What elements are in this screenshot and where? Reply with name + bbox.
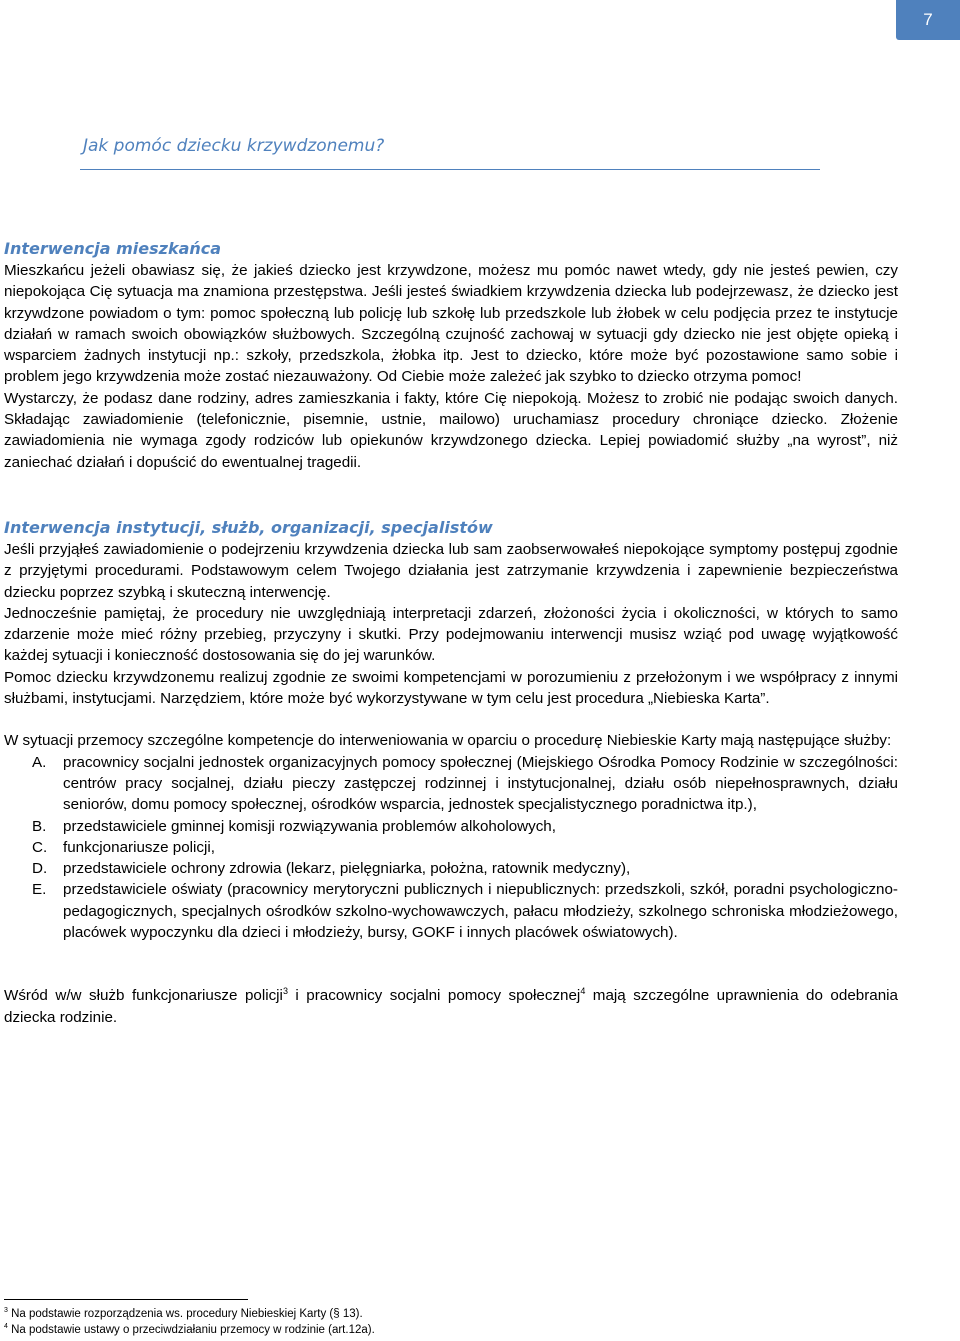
- footnote-ref-4[interactable]: 4: [580, 986, 586, 997]
- paragraph: Pomoc dziecku krzywdzonemu realizuj zgodnie ze swoimi kompetencjami w porozumieniu z przełożonym i we współpracy z innymi służbami, instytucjami. Narzędziem, które może być wykorzystywane w tym celu jest procedura „Niebieska Karta”.: [4, 668, 898, 708]
- footnote: [4, 1306, 375, 1322]
- footnote-number: 4: [4, 1323, 8, 1331]
- footnote-number: 3: [4, 1307, 8, 1315]
- closing-text: mają szczególne uprawnienia do odebrania dziecka rodzinie.: [4, 987, 898, 1026]
- section-heading-institutions: Interwencja instytucji, służb, organizacji, specjalistów: [4, 517, 493, 537]
- list-item: [4, 816, 898, 837]
- closing-text: i pracownicy socjalni pomocy społecznej: [287, 987, 581, 1005]
- list-item-text: pracownicy socjalni jednostek organizacyjnych pomocy społecznej (Miejskiego Ośrodka Pomocy Rodzinie w szczególności: centrów pracy socjalnej, działu pieczy zastępczej rodzinnej i instytucjonalnej, działu osób niepełnosprawnych, działu seniorów, domu pomocy społecznej, ośrodków wsparcia, jednostek specjalistycznego poradnictwa itp.),: [63, 753, 898, 814]
- paragraph: Wystarczy, że podasz dane rodziny, adres zamieszkania i fakty, które Cię niepokoją. Możesz to zrobić nie podając swoich danych. Składając zawiadomienie (telefonicznie, pisemnie, ustnie, mailowo) uruchamiasz procedury chroniące dziecko. Złożenie zawiadomienia nie wymaga zgody rodziców lub opiekunów krzywdzonego dziecka. Lepiej powiadomić służby „na wyrost”, niż zaniechać działań i dopuścić do ewentualnej tragedii.: [4, 389, 898, 471]
- closing-paragraph: [4, 985, 898, 1028]
- list-item: [4, 858, 898, 879]
- footnotes: [4, 1306, 375, 1338]
- services-list: [4, 752, 898, 944]
- paragraph: Jeśli przyjąłeś zawiadomienie o podejrzeniu krzywdzenia dziecka lub sam zaobserwowałeś niepokojące symptomy postępuj zgodnie z przyjętymi procedurami. Podstawowym celem Twojego działania jest zatrzymanie krzywdzenia i zapewnienie bezpieczeństwa dziecku poprzez szybką i skuteczną interwencję.: [4, 540, 898, 601]
- list-item: [4, 879, 898, 943]
- document-body: [4, 238, 898, 1028]
- footnote-text: Na podstawie ustawy o przeciwdziałaniu przemocy w rodzinie (art.12a).: [7, 1324, 375, 1336]
- chapter-title: Jak pomóc dziecku krzywdzonemu?: [83, 136, 385, 156]
- list-item: [4, 837, 898, 858]
- list-marker: B.: [32, 817, 47, 835]
- footnote: [4, 1322, 375, 1338]
- section-heading-resident: Interwencja mieszkańca: [4, 239, 222, 258]
- services-intro: W sytuacji przemocy szczególne kompetencje do interweniowania w oparciu o procedurę Niebieskie Karty mają następujące służby:: [4, 732, 892, 750]
- list-item-text: przedstawiciele oświaty (pracownicy merytoryczni publicznych i niepublicznych: przedszkoli, szkół, poradni psychologiczno-pedagogicznych, specjalnych ośrodków szkolno-wychowawczych, pałacu młodzieży, szkolnego schroniska młodzieżowego, placówek wypoczynku dla dzieci i młodzieży, bursy, GOKF i innych placówek oświatowych).: [63, 881, 898, 942]
- list-marker: E.: [32, 881, 47, 899]
- list-marker: A.: [32, 753, 47, 771]
- list-item-text: funkcjonariusze policji,: [63, 838, 215, 856]
- footnote-separator: [4, 1299, 248, 1300]
- page-number: 7: [923, 10, 933, 29]
- list-item-text: przedstawiciele gminnej komisji rozwiązywania problemów alkoholowych,: [63, 817, 556, 835]
- title-underline: [80, 169, 820, 170]
- paragraph: Jednocześnie pamiętaj, że procedury nie uwzględniają interpretacji zdarzeń, złożoności życia i okoliczności, w których to samo zdarzenie może mieć różny przebieg, przyczyny i skutki. Przy podejmowaniu interwencji musisz wziąć pod uwagę wyjątkowość każdej sytuacji i konieczność dostosowania się do jej warunków.: [4, 604, 898, 665]
- footnote-ref-3[interactable]: 3: [282, 986, 288, 997]
- paragraph: Mieszkańcu jeżeli obawiasz się, że jakieś dziecko jest krzywdzone, możesz mu pomóc nawet wtedy, gdy nie jesteś pewien, czy niepokojąca Cię sytuacja ma znamiona przestępstwa. Jeśli jesteś świadkiem krzywdzenia dziecka lub podejrzewasz, że dziecko jest krzywdzone powiadom o tym: pomoc społeczną lub policję lub szkołę lub przedszkole lub żłobek w celu podjęcia przez te instytucje działań w ramach swoich obowiązków służbowych. Szczególną czujność zachowaj w sytuacji gdy dziecko nie jest objęte opieką i wsparciem żadnych instytucji np.: szkoły, przedszkola, żłobka itp. Jest to dziecko, które może być pozostawione samo sobie i problem jego krzywdzenia może zostać niezauważony. Od Ciebie może zależeć jak szybko to dziecko otrzyma pomoc!: [4, 262, 898, 386]
- list-item-text: przedstawiciele ochrony zdrowia (lekarz, pielęgniarka, położna, ratownik medyczny),: [63, 860, 631, 878]
- list-marker: C.: [32, 838, 48, 856]
- page-number-badge: [896, 0, 960, 40]
- list-marker: D.: [32, 860, 48, 878]
- footnote-text: Na podstawie rozporządzenia ws. procedury Niebieskiej Karty (§ 13).: [7, 1308, 363, 1320]
- closing-text: Wśród w/w służb funkcjonariusze policji: [4, 987, 283, 1005]
- list-item: [4, 752, 898, 816]
